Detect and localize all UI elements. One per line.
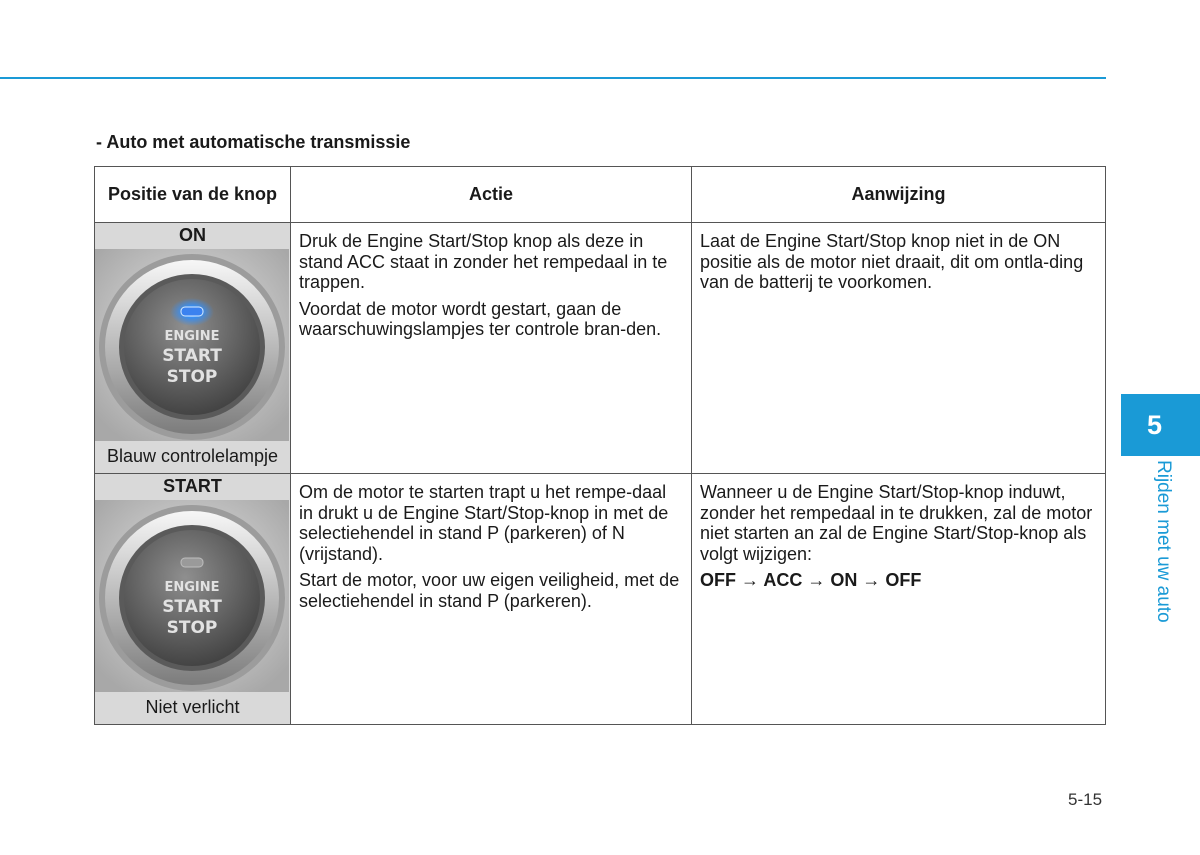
- position-cell-start: [95, 474, 291, 725]
- table-row-on: [95, 223, 1106, 474]
- header-position: Positie van de knop: [95, 167, 291, 223]
- note-text-on: Laat de Engine Start/Stop knop niet in de ON positie als de motor niet draait, dit om ontla-ding van de batterij te voorkomen.: [700, 231, 1084, 292]
- button-text-stop-start: STOP: [166, 618, 218, 638]
- position-label-start: START: [163, 476, 222, 496]
- table-header-row: [95, 167, 1106, 223]
- action-cell-start: [291, 474, 692, 725]
- button-text-stop-on: STOP: [166, 367, 218, 387]
- note-text-start: Wanneer u de Engine Start/Stop-knop induwt, zonder het rempedaal in te drukken, zal de motor niet starten an zal de Engine Start/Stop-knop als volgt wijzigen:: [700, 482, 1093, 564]
- page-number: 5-15: [1068, 790, 1103, 809]
- indicator-caption-start: Niet verlicht: [95, 692, 290, 722]
- header-action: Actie: [291, 167, 692, 223]
- button-text-engine-on: ENGINE: [164, 329, 220, 344]
- action-cell-on: [291, 223, 692, 474]
- action-text-start-2: Start de motor, voor uw eigen veiligheid, met de selectiehendel in stand P (parkeren).: [299, 570, 680, 611]
- indicator-caption-on: Blauw controlelampje: [95, 441, 290, 471]
- chapter-tab: 5: [1121, 394, 1200, 456]
- position-label-on: ON: [179, 225, 206, 245]
- header-note: Aanwijzing: [692, 167, 1106, 223]
- top-rule: [0, 77, 1106, 79]
- chapter-title: Rijden met uw auto: [1153, 460, 1174, 623]
- note-cell-start: [692, 474, 1106, 725]
- section-heading: - Auto met automatische transmissie: [96, 132, 411, 152]
- table-row-start: [95, 474, 1106, 725]
- action-text-on-1: Druk de Engine Start/Stop knop als deze in stand ACC staat in zonder het rempedaal in te trappen.: [299, 231, 668, 292]
- button-text-start-start: START: [162, 597, 222, 617]
- action-text-start-1: Om de motor te starten trapt u het rempe-daal in drukt u de Engine Start/Stop-knop in met de selectiehendel in stand P (parkeren) of N (vrijstand).: [299, 482, 669, 564]
- engine-start-stop-button-unlit-image: [95, 500, 289, 692]
- action-text-on-2: Voordat de motor wordt gestart, gaan de waarschuwingslampjes ter controle bran-den.: [299, 298, 662, 339]
- key-position-table: [94, 166, 1106, 725]
- position-cell-on: [95, 223, 291, 474]
- button-text-start-on: START: [162, 346, 222, 366]
- position-sequence: OFF → ACC → ON → OFF: [700, 570, 922, 590]
- button-text-engine-start: ENGINE: [164, 580, 220, 595]
- engine-start-stop-button-lit-image: [95, 249, 289, 441]
- note-cell-on: [692, 223, 1106, 474]
